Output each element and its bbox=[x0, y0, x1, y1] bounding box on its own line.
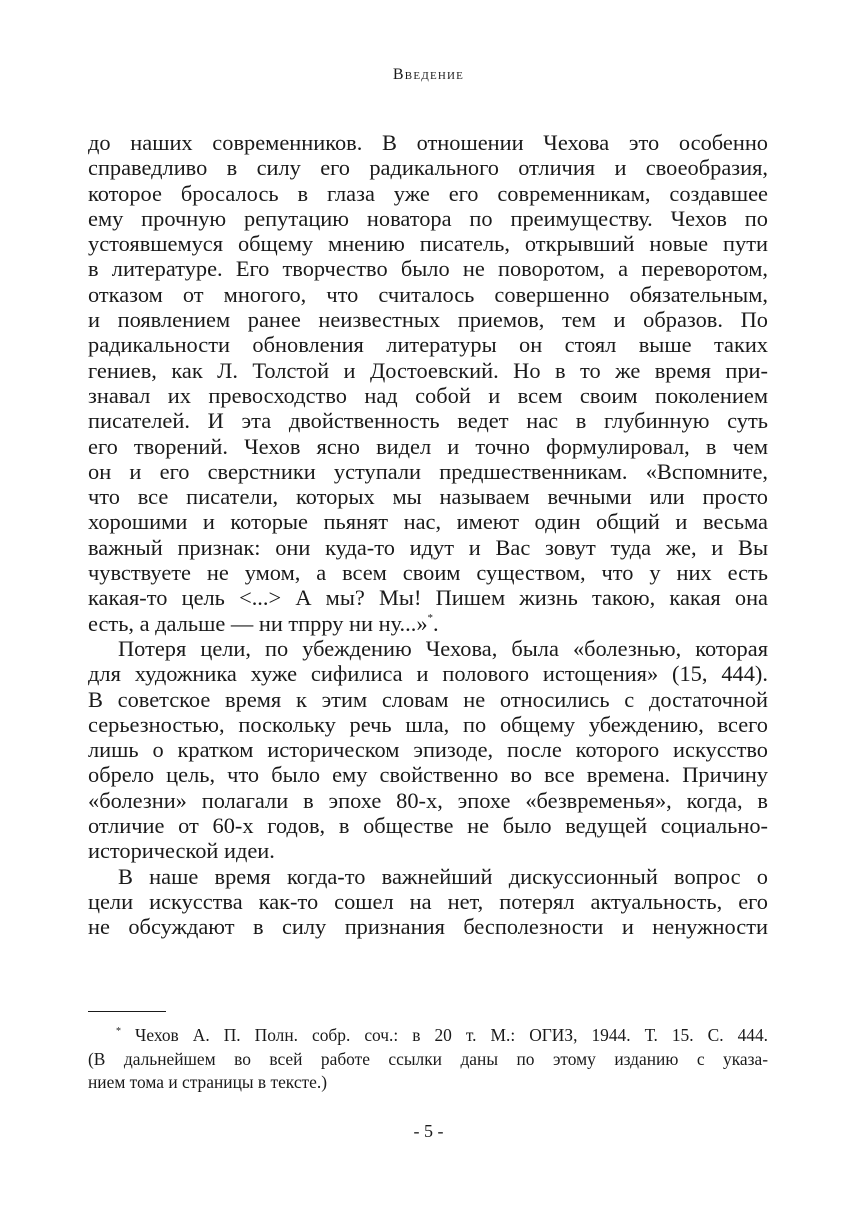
footnote-line-text: Чехов А. П. Полн. собр. соч.: в 20 т. М.: ОГИЗ, 1944. Т. 15. С. 444. bbox=[135, 1025, 768, 1045]
footnote bbox=[88, 1024, 768, 1095]
body-line-with-footnote-ref: есть, а дальше — ни тпрру ни ну...»*. bbox=[88, 610, 439, 636]
footnote-marker: * bbox=[116, 1026, 121, 1037]
body-line: В советское время к этим словам не относились с достаточной bbox=[88, 686, 768, 712]
body-line: его творений. Чехов ясно видел и точно формулировал, в чем bbox=[88, 433, 768, 459]
body-line: цели искусства как-то сошел на нет, потерял актуальность, его bbox=[88, 888, 768, 914]
body-line: знавал их превосходство над собой и всем своим поколением bbox=[88, 382, 768, 408]
body-line: ему прочную репутацию новатора по преимуществу. Чехов по bbox=[88, 205, 768, 231]
body-line-text: есть, а дальше — ни тпрру ни ну...» bbox=[88, 610, 428, 636]
body-line: отличие от 60-х годов, в обществе не было ведущей социально- bbox=[88, 813, 768, 839]
body-line: чувствуете не умом, а всем своим существом, что у них есть bbox=[88, 560, 768, 586]
body-line: «болезни» полагали в эпохе 80-х, эпохе «безвременья», когда, в bbox=[88, 787, 768, 813]
body-line: лишь о кратком историческом эпизоде, после которого искусство bbox=[88, 737, 768, 763]
body-line: хорошими и которые пьянят нас, имеют один общий и весьма bbox=[88, 509, 768, 535]
body-line: которое бросалось в глаза уже его современникам, создавшее bbox=[88, 180, 768, 206]
body-line: обрело цель, что было ему свойственно во все времена. Причину bbox=[88, 762, 768, 788]
paragraph-start-line: Потеря цели, по убеждению Чехова, была «болезнью, которая bbox=[118, 635, 768, 661]
body-line: справедливо в силу его радикального отличия и своеобразия, bbox=[88, 155, 768, 181]
footnote-reference[interactable]: * bbox=[427, 611, 434, 624]
body-line: что все писатели, которых мы называем вечными или просто bbox=[88, 484, 768, 510]
paragraph-start-line: В наше время когда-то важнейший дискуссионный вопрос о bbox=[118, 863, 768, 889]
body-line: не обсуждают в силу признания бесполезности и ненужности bbox=[88, 914, 768, 940]
body-line: радикальности обновления литературы он стоял выше таких bbox=[88, 332, 768, 358]
paragraph-end-line: исторической идеи. bbox=[88, 838, 275, 864]
body-line: и появлением ранее неизвестных приемов, тем и образов. По bbox=[88, 307, 768, 333]
body-line: отказом от многого, что считалось совершенно обязательным, bbox=[88, 281, 768, 307]
body-line: до наших современников. В отношении Чехова это особенно bbox=[88, 130, 768, 155]
footnote-divider bbox=[88, 1011, 166, 1012]
footnote-line: (В дальнейшем во всей работе ссылки даны по этому изданию с указа- bbox=[88, 1048, 768, 1069]
footnote-line: нием тома и страницы в тексте.) bbox=[88, 1072, 327, 1092]
body-line: он и его сверстники уступали предшественникам. «Вспомните, bbox=[88, 458, 768, 484]
body-line: гениев, как Л. Толстой и Достоевский. Но в то же время при- bbox=[88, 357, 768, 383]
body-line: устоявшемуся общему мнению писатель, открывший новые пути bbox=[88, 231, 768, 257]
body-line: серьезностью, поскольку речь шла, по общему убеждению, всего bbox=[88, 711, 768, 737]
footnote-line bbox=[88, 1024, 768, 1048]
page-number: - 5 - bbox=[413, 1121, 444, 1141]
body-line: какая-то цель <...> А мы? Мы! Пишем жизнь такою, какая она bbox=[88, 585, 768, 611]
body-line: в литературе. Его творчество было не поворотом, а переворотом, bbox=[88, 256, 768, 282]
body-line: писателей. И эта двойственность ведет нас в глубинную суть bbox=[88, 408, 768, 434]
body-text bbox=[88, 130, 768, 940]
body-line: важный признак: они куда-то идут и Вас зовут туда же, и Вы bbox=[88, 534, 768, 560]
running-head: Введение bbox=[392, 66, 465, 83]
body-line: для художника хуже сифилиса и полового истощения» (15, 444). bbox=[88, 661, 768, 687]
